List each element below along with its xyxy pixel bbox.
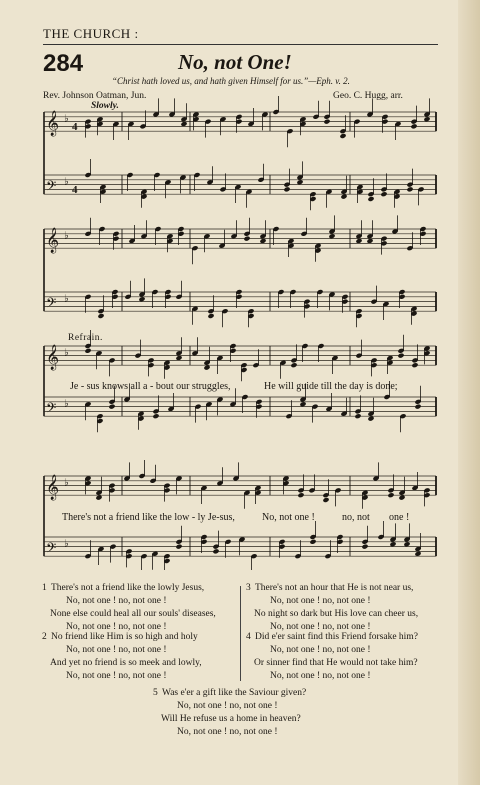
refrain-lyric-2c: no, not <box>342 512 370 523</box>
flat-key-icon: ♭ <box>64 230 69 242</box>
verse-number: 5 <box>153 688 158 698</box>
flat-key-icon: ♭ <box>64 538 69 550</box>
verse-line: No, not one ! no, not one ! <box>270 671 371 681</box>
verse-line: No, not one ! no, not one ! <box>66 645 167 655</box>
author-credit: Rev. Johnson Oatman, Jun. <box>43 91 147 101</box>
verse-line: No, not one ! no, not one ! <box>66 596 167 606</box>
note-head <box>361 544 368 550</box>
verse-line: Will He refuse us a home in heaven? <box>161 714 301 724</box>
verse-line: Or sinner find that He would not take him? <box>254 658 418 668</box>
note-head <box>322 497 329 503</box>
arranger-credit: Geo. C. Hugg, arr. <box>333 91 403 101</box>
verse-1 <box>42 582 216 634</box>
refrain-label: Refrain. <box>68 333 103 343</box>
note-head <box>397 353 404 359</box>
tempo-marking: Slowly. <box>91 101 119 111</box>
note-head <box>354 413 361 419</box>
note-head <box>108 404 115 410</box>
note-head <box>175 544 182 550</box>
verse-2 <box>42 631 202 683</box>
treble-clef-icon: 𝄞 <box>46 344 60 370</box>
note-head <box>84 348 91 354</box>
verse-line: And yet no friend is so meek and lowly, <box>50 658 202 668</box>
treble-clef-icon: 𝄞 <box>46 110 60 136</box>
bass-clef-icon: 𝄢 <box>46 180 57 198</box>
note-head <box>387 492 394 498</box>
verse-5 <box>153 687 306 739</box>
verse-number: 2 <box>42 632 47 642</box>
verse-line: No, not one ! no, not one ! <box>270 645 371 655</box>
note-head <box>410 123 417 129</box>
refrain-lyric-2b: No, not one ! <box>262 512 315 523</box>
flat-key-icon: ♭ <box>64 176 69 188</box>
hymn-title: No, not One! <box>178 50 292 74</box>
note-head <box>212 548 219 554</box>
note-head <box>414 404 421 410</box>
note-head <box>297 492 304 498</box>
column-divider <box>240 586 241 681</box>
verse-line: Was e'er a gift like the Saviour given? <box>162 688 307 698</box>
verse-line: None else could heal all our souls' diseases, <box>50 609 216 619</box>
verse-line: No, not one ! no, not one ! <box>270 622 371 632</box>
bass-clef-icon: 𝄢 <box>46 297 57 315</box>
flat-key-icon: ♭ <box>64 398 69 410</box>
verse-3 <box>246 582 418 634</box>
refrain-lyric-1b: He will guide till the day is done; <box>264 381 398 392</box>
note-head <box>323 119 330 125</box>
running-head: THE CHURCH : <box>43 26 139 41</box>
treble-clef-icon: 𝄞 <box>46 227 60 253</box>
verse-number: 4 <box>246 632 251 642</box>
verse-line: No, not one ! no, not one ! <box>66 671 167 681</box>
verse-line: No, not one ! no, not one ! <box>177 701 278 711</box>
verse-number: 3 <box>246 583 251 593</box>
verse-line: No night so dark but His love can cheer us, <box>254 609 419 619</box>
verse-line: No, not one ! no, not one ! <box>177 727 278 737</box>
refrain-lyric-1a: Je - sus knows all a - bout our struggles, <box>70 381 231 392</box>
refrain-lyric-2d: one ! <box>389 512 410 523</box>
note-head <box>309 539 316 545</box>
flat-key-icon: ♭ <box>64 113 69 125</box>
note-head <box>406 186 413 192</box>
verse-line: There's not an hour that He is not near us, <box>255 583 414 593</box>
verse-line: Did e'er saint find this Friend forsake him? <box>255 632 418 642</box>
flat-key-icon: ♭ <box>64 347 69 359</box>
scripture-reference: “Christ hath loved us, and hath given Himself for us.”—Eph. v. 2. <box>112 76 350 86</box>
flat-key-icon: ♭ <box>64 293 69 305</box>
note-head <box>290 362 297 368</box>
verse-line: There's not a friend like the lowly Jesus, <box>51 583 205 593</box>
note-head <box>380 191 387 197</box>
note-head <box>207 313 214 319</box>
note-head <box>411 362 418 368</box>
note-head <box>152 413 159 419</box>
verse-4 <box>246 631 418 683</box>
time-signature: 4 <box>72 121 78 134</box>
hymn-number: 284 <box>43 50 84 77</box>
flat-key-icon: ♭ <box>64 477 69 489</box>
treble-clef-icon: 𝄞 <box>46 474 60 500</box>
note-head <box>339 133 346 139</box>
verse-line: No, not one ! no, not one ! <box>270 596 371 606</box>
verse-line: No friend like Him is so high and holy <box>51 632 198 642</box>
verse-line: No, not one ! no, not one ! <box>66 622 167 632</box>
bass-clef-icon: 𝄢 <box>46 402 57 420</box>
time-signature: 4 <box>72 184 78 197</box>
note-head <box>283 186 290 192</box>
note-head <box>243 236 250 242</box>
note-head <box>97 313 104 319</box>
verse-number: 1 <box>42 583 47 593</box>
refrain-lyric-2a: There's not a friend like the low - ly Je-sus, <box>62 512 235 523</box>
note-head <box>367 196 374 202</box>
bass-clef-icon: 𝄢 <box>46 542 57 560</box>
